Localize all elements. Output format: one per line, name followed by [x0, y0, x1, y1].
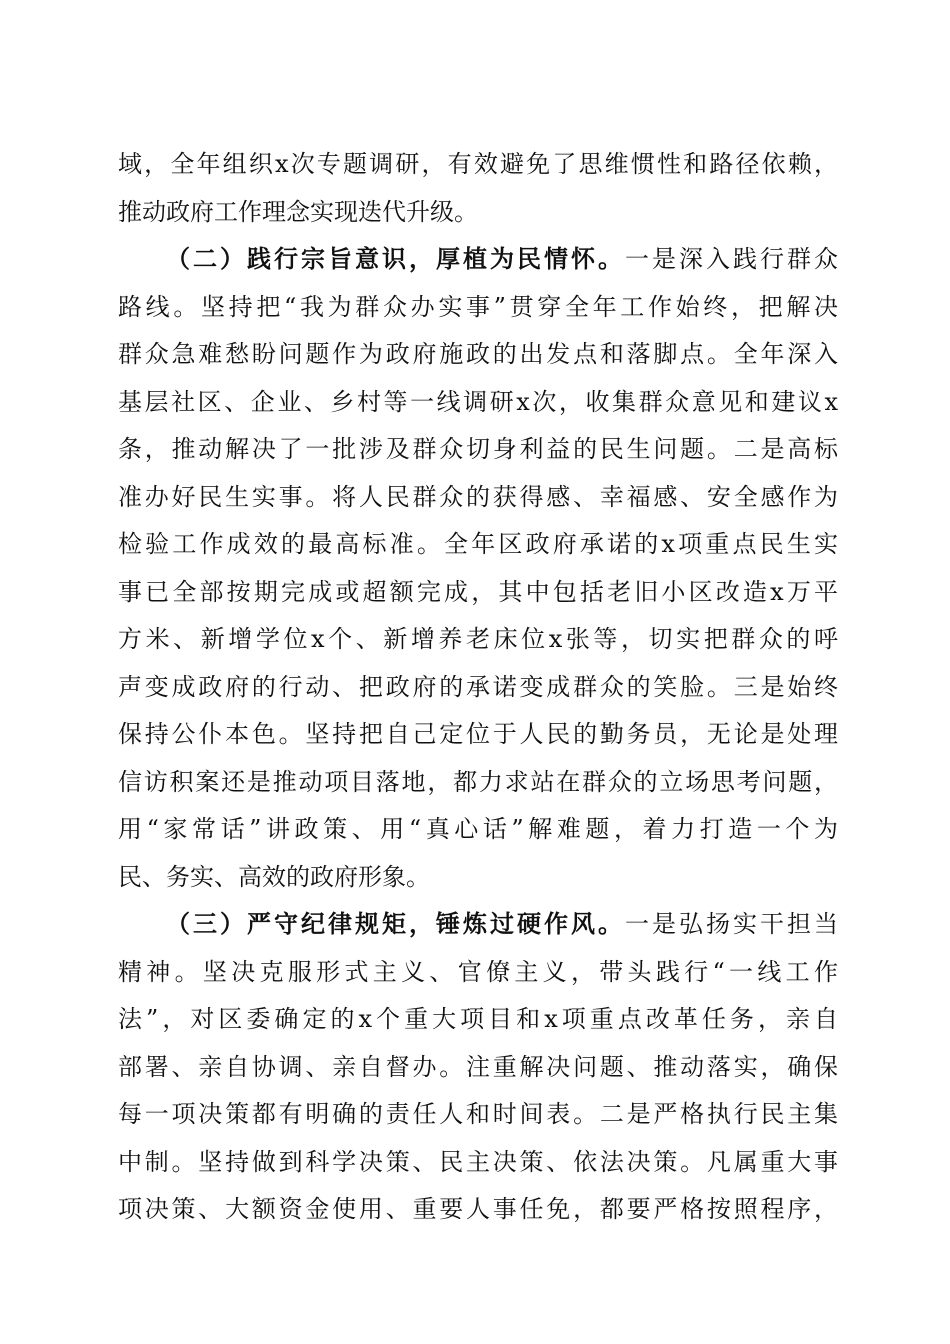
- text-line: 部署、亲自协调、亲自督办。注重解决问题、推动落实，确保: [118, 1052, 838, 1081]
- section-heading-line: （二）践行宗旨意识，厚植为民情怀。一是深入践行群众: [166, 244, 838, 273]
- section-heading-line: （三）严守纪律规矩，锤炼过硬作风。一是弘扬实干担当: [166, 909, 838, 938]
- body-text: [118, 140, 838, 1233]
- text-line: 群众急难愁盼问题作为政府施政的出发点和落脚点。全年深入: [118, 340, 838, 368]
- section-heading: （二）践行宗旨意识，厚植为民情怀。: [166, 244, 625, 273]
- text-line: 精神。坚决克服形式主义、官僚主义，带头践行“一线工作: [118, 957, 838, 986]
- text-line: 方米、新增学位x个、新增养老床位x张等，切实把群众的呼: [118, 625, 838, 653]
- text-line: 每一项决策都有明确的责任人和时间表。二是严格执行民主集: [118, 1100, 838, 1128]
- text-line: 域，全年组织x次专题调研，有效避免了思维惯性和路径依赖，: [118, 150, 838, 178]
- text-line: 推动政府工作理念实现迭代升级。: [118, 197, 478, 226]
- text-line: 检验工作成效的最高标准。全年区政府承诺的x项重点民生实: [118, 530, 838, 558]
- text-line: 信访积案还是推动项目落地，都力求站在群众的立场思考问题，: [118, 767, 838, 796]
- section-heading: （三）严守纪律规矩，锤炼过硬作风。: [166, 909, 625, 938]
- text-line: 中制。坚持做到科学决策、民主决策、依法决策。凡属重大事: [118, 1147, 838, 1176]
- text-line: 声变成政府的行动、把政府的承诺变成群众的笑脸。三是始终: [118, 672, 838, 701]
- text-line: 法”，对区委确定的x个重大项目和x项重点改革任务，亲自: [118, 1005, 838, 1033]
- text-line: 事已全部按期完成或超额完成，其中包括老旧小区改造x万平: [118, 577, 838, 606]
- text-line: 项决策、大额资金使用、重要人事任免，都要严格按照程序，: [118, 1195, 838, 1223]
- text-line: 准办好民生实事。将人民群众的获得感、幸福感、安全感作为: [118, 482, 838, 511]
- text-line: 保持公仆本色。坚持把自己定位于人民的勤务员，无论是处理: [118, 720, 838, 748]
- text-line: 基层社区、企业、乡村等一线调研x次，收集群众意见和建议x: [118, 387, 838, 416]
- text-line: 条，推动解决了一批涉及群众切身利益的民生问题。二是高标: [118, 435, 838, 463]
- text-line: 路线。坚持把“我为群众办实事”贯穿全年工作始终，把解决: [118, 292, 838, 321]
- text-line: 民、务实、高效的政府形象。: [118, 862, 430, 891]
- text-line: 用“家常话”讲政策、用“真心话”解难题，着力打造一个为: [118, 815, 838, 843]
